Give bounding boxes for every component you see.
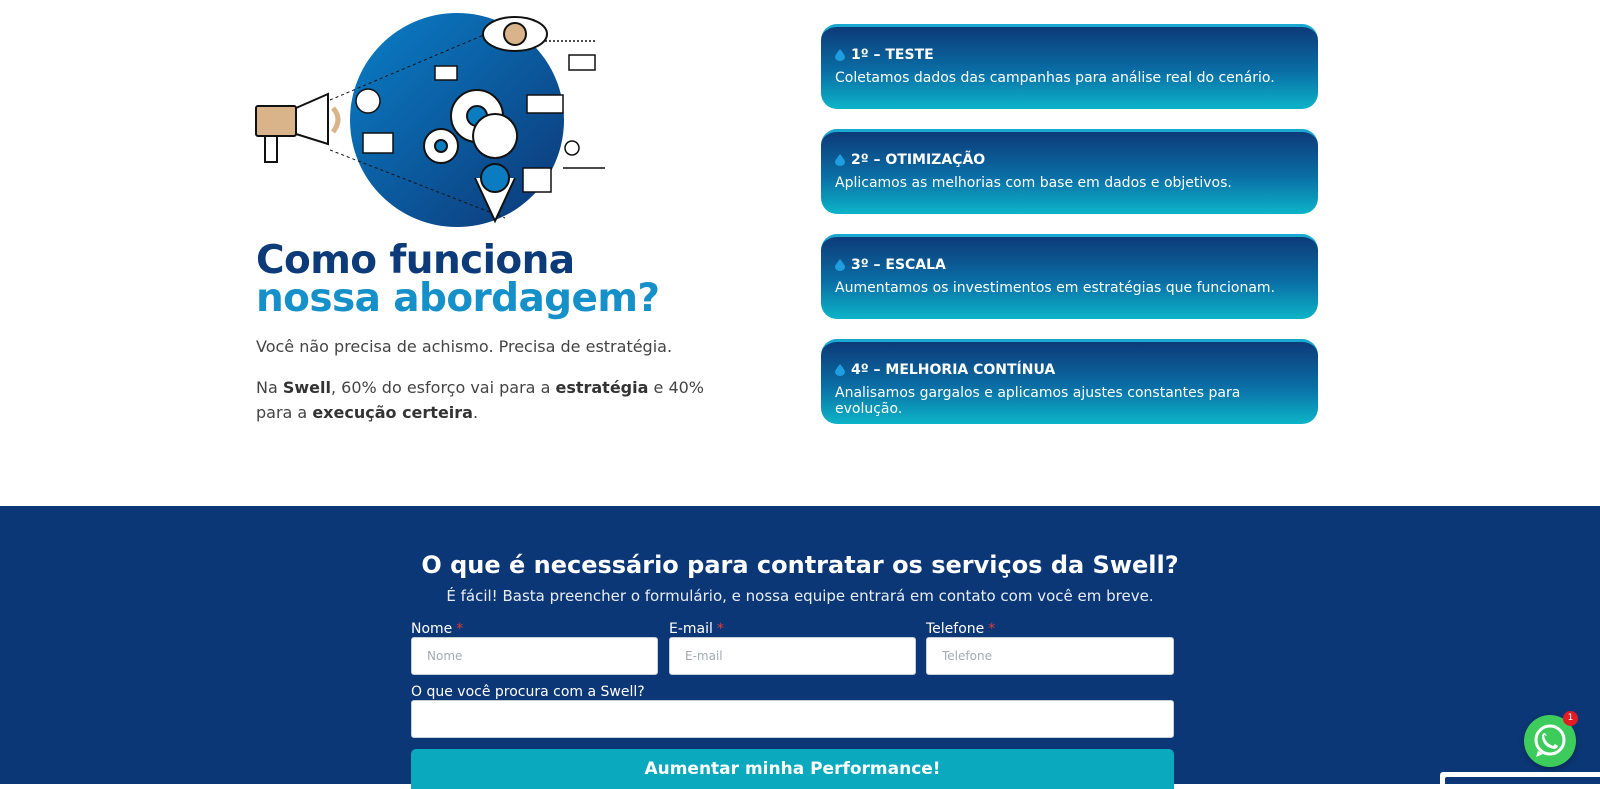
approach-detail-execution: execução certeira bbox=[312, 403, 473, 422]
contact-section bbox=[0, 506, 1600, 784]
required-asterisk: * bbox=[988, 621, 996, 637]
phone-field[interactable] bbox=[926, 637, 1174, 675]
step-description: Aumentamos os investimentos em estratégias que funcionam. bbox=[835, 280, 1275, 296]
approach-detail-text: . bbox=[472, 403, 479, 422]
approach-lead: Você não precisa de achismo. Precisa de estratégia. bbox=[256, 337, 673, 356]
step-description: Coletamos dados das campanhas para análise real do cenário. bbox=[835, 70, 1275, 86]
step-title: 3º – ESCALA bbox=[851, 257, 946, 273]
step-title: 1º – TESTE bbox=[851, 47, 934, 63]
step-description: Analisamos gargalos e aplicamos ajustes constantes para evolução. bbox=[835, 385, 1241, 417]
water-drop-icon bbox=[835, 49, 845, 61]
water-drop-icon bbox=[835, 154, 845, 166]
name-label bbox=[411, 621, 463, 637]
email-field[interactable] bbox=[669, 637, 916, 675]
approach-title bbox=[256, 238, 660, 321]
step-title: 2º – OTIMIZAÇÃO bbox=[851, 152, 986, 168]
name-label-text: Nome bbox=[411, 621, 453, 637]
step-description: Aplicamos as melhorias com base em dados e objetivos. bbox=[835, 175, 1232, 191]
approach-detail-text: Na bbox=[256, 378, 283, 397]
step-card-scale bbox=[821, 234, 1318, 319]
approach-title-line2: nossa abordagem? bbox=[256, 276, 660, 321]
corner-widget bbox=[1440, 772, 1600, 784]
contact-heading: O que é necessário para contratar os serviços da Swell? bbox=[421, 551, 1179, 579]
approach-detail-text: , 60% do esforço vai para a bbox=[330, 378, 556, 397]
step-title: 4º – MELHORIA CONTÍNUA bbox=[851, 362, 1056, 378]
approach-detail-brand: Swell bbox=[282, 378, 331, 397]
email-label-text: E-mail bbox=[669, 621, 713, 637]
water-drop-icon bbox=[835, 364, 845, 376]
whatsapp-notification-badge: 1 bbox=[1563, 711, 1578, 726]
required-asterisk: * bbox=[716, 621, 724, 637]
step-card-continuous-improvement bbox=[821, 339, 1318, 424]
contact-subheading: É fácil! Basta preencher o formulário, e nossa equipe entrará em contato com você em breve. bbox=[446, 587, 1154, 605]
interest-label: O que você procura com a Swell? bbox=[411, 684, 645, 700]
name-field[interactable] bbox=[411, 637, 658, 675]
interest-field[interactable] bbox=[411, 700, 1174, 738]
email-label bbox=[669, 621, 724, 637]
phone-label bbox=[926, 621, 995, 637]
step-card-test bbox=[821, 24, 1318, 109]
corner-widget-inner bbox=[1445, 777, 1600, 784]
approach-title-line1: Como funciona bbox=[256, 238, 575, 283]
step-card-optimization bbox=[821, 129, 1318, 214]
water-drop-icon bbox=[835, 259, 845, 271]
approach-detail bbox=[256, 375, 736, 425]
marketing-megaphone-gears-illustration bbox=[255, 8, 625, 233]
approach-detail-text: e 40% para a bbox=[256, 378, 704, 422]
approach-detail-strategy: estratégia bbox=[555, 378, 649, 397]
submit-button[interactable]: Aumentar minha Performance! bbox=[411, 749, 1174, 789]
required-asterisk: * bbox=[456, 621, 464, 637]
phone-label-text: Telefone bbox=[926, 621, 985, 637]
